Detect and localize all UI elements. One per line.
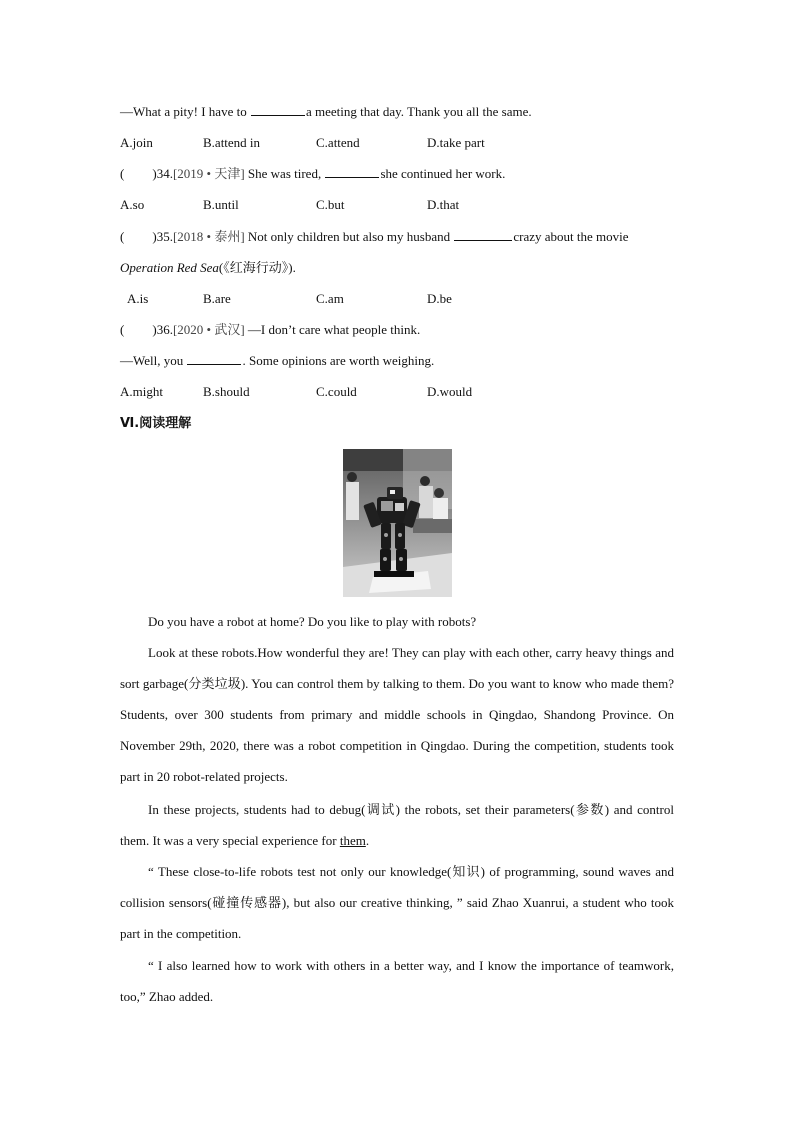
q34-stem [120, 165, 505, 183]
q34-stem-post: she continued her work. [380, 166, 506, 181]
q35-movie-title: Operation Red Sea [120, 260, 219, 275]
q35-line2-rest: (《红海行动》). [218, 260, 296, 275]
q36-source: [2020 • 武汉] [172, 322, 245, 337]
q36-option-d[interactable]: D.would [427, 384, 473, 399]
q35-option-d[interactable]: D.be [427, 291, 452, 306]
q34-paren-close: ) [152, 166, 157, 181]
q35-option-a[interactable]: A.is [127, 291, 149, 306]
passage-p3-underlined: them [339, 833, 366, 848]
q34-option-a[interactable]: A.so [120, 197, 145, 212]
q36-stem [120, 321, 420, 339]
q35-source: [2018 • 泰州] [172, 229, 245, 244]
q35-stem-line2 [120, 259, 296, 277]
q36-option-b[interactable]: B.should [203, 384, 250, 399]
q35-stem-pre: Not only children but also my husband [244, 229, 454, 244]
q33-line2-post: a meeting that day. Thank you all the same. [305, 104, 532, 119]
robot-photo-graphic [343, 449, 452, 597]
q35-number: 35. [156, 229, 173, 244]
q34-option-c[interactable]: C.but [316, 197, 345, 212]
q33-blank[interactable] [251, 103, 305, 116]
q33-option-b[interactable]: B.attend in [203, 135, 261, 150]
q35-option-b[interactable]: B.are [203, 291, 231, 306]
section-heading: Ⅵ.阅读理解 [120, 416, 192, 431]
passage-p3-pre: In these projects, students had to debug(调试) the robots, set their parameters(参数) and control them. It was a very special experience for [120, 802, 674, 848]
q36-paren-open: ( [120, 322, 125, 337]
q36-stem-text: —I don’t care what people think. [244, 322, 421, 337]
q35-paren-open: ( [120, 229, 125, 244]
q33-line2-pre: —What a pity! I have to [120, 104, 250, 119]
q36-line2-pre: —Well, you [120, 353, 187, 368]
q36-line2-post: . Some opinions are worth weighing. [242, 353, 435, 368]
robot-photo [343, 449, 452, 597]
q36-blank[interactable] [187, 352, 241, 365]
passage-p5-text: “ I also learned how to work with others in a better way, and I know the importance of teamwork, too,” Zhao added. [120, 958, 674, 1004]
q33-option-a[interactable]: A.join [120, 135, 153, 150]
q34-source: [2019 • 天津] [172, 166, 245, 181]
q35-stem [120, 228, 629, 246]
q34-stem-pre: She was tired, [244, 166, 325, 181]
passage-p4-text: “ These close-to-life robots test not only our knowledge(知识) of programming, sound waves and collision sensors(碰撞传感器), but also our creative thinking, ” said Zhao Xuanrui, a student who took part in the competition. [120, 864, 674, 941]
q36-number: 36. [156, 322, 173, 337]
passage-p3-post: . [365, 833, 370, 848]
q34-blank[interactable] [325, 165, 379, 178]
q34-number: 34. [156, 166, 173, 181]
q34-option-b[interactable]: B.until [203, 197, 239, 212]
passage-paragraph-1 [120, 606, 674, 637]
q33-option-d[interactable]: D.take part [427, 135, 485, 150]
q34-option-d[interactable]: D.that [427, 197, 460, 212]
passage-paragraph-3 [120, 794, 674, 856]
q36-option-a[interactable]: A.might [120, 384, 163, 399]
q33-option-c[interactable]: C.attend [316, 135, 360, 150]
q36-line2 [120, 352, 434, 370]
q36-paren-close: ) [152, 322, 157, 337]
q35-paren-close: ) [152, 229, 157, 244]
q35-option-c[interactable]: C.am [316, 291, 344, 306]
passage-paragraph-5 [120, 950, 674, 1012]
q35-blank[interactable] [454, 228, 512, 241]
passage-p1-text: Do you have a robot at home? Do you like to play with robots? [148, 614, 477, 629]
passage-paragraph-2 [120, 637, 674, 792]
passage-paragraph-4 [120, 856, 674, 949]
q34-paren-open: ( [120, 166, 125, 181]
q36-option-c[interactable]: C.could [316, 384, 357, 399]
q33-line2 [120, 103, 532, 121]
passage-p2-text: Look at these robots.How wonderful they are! They can play with each other, carry heavy things and sort garbage(分类垃圾). You can control them by talking to them. Do you want to know who made them? Students, over 300 students from primary and middle schools in Qingdao, Shandong Province. On November 29th, 2020, there was a robot competition in Qingdao. During the competition, students took part in 20 robot-related projects. [120, 645, 674, 784]
q35-stem-post: crazy about the movie [513, 229, 629, 244]
